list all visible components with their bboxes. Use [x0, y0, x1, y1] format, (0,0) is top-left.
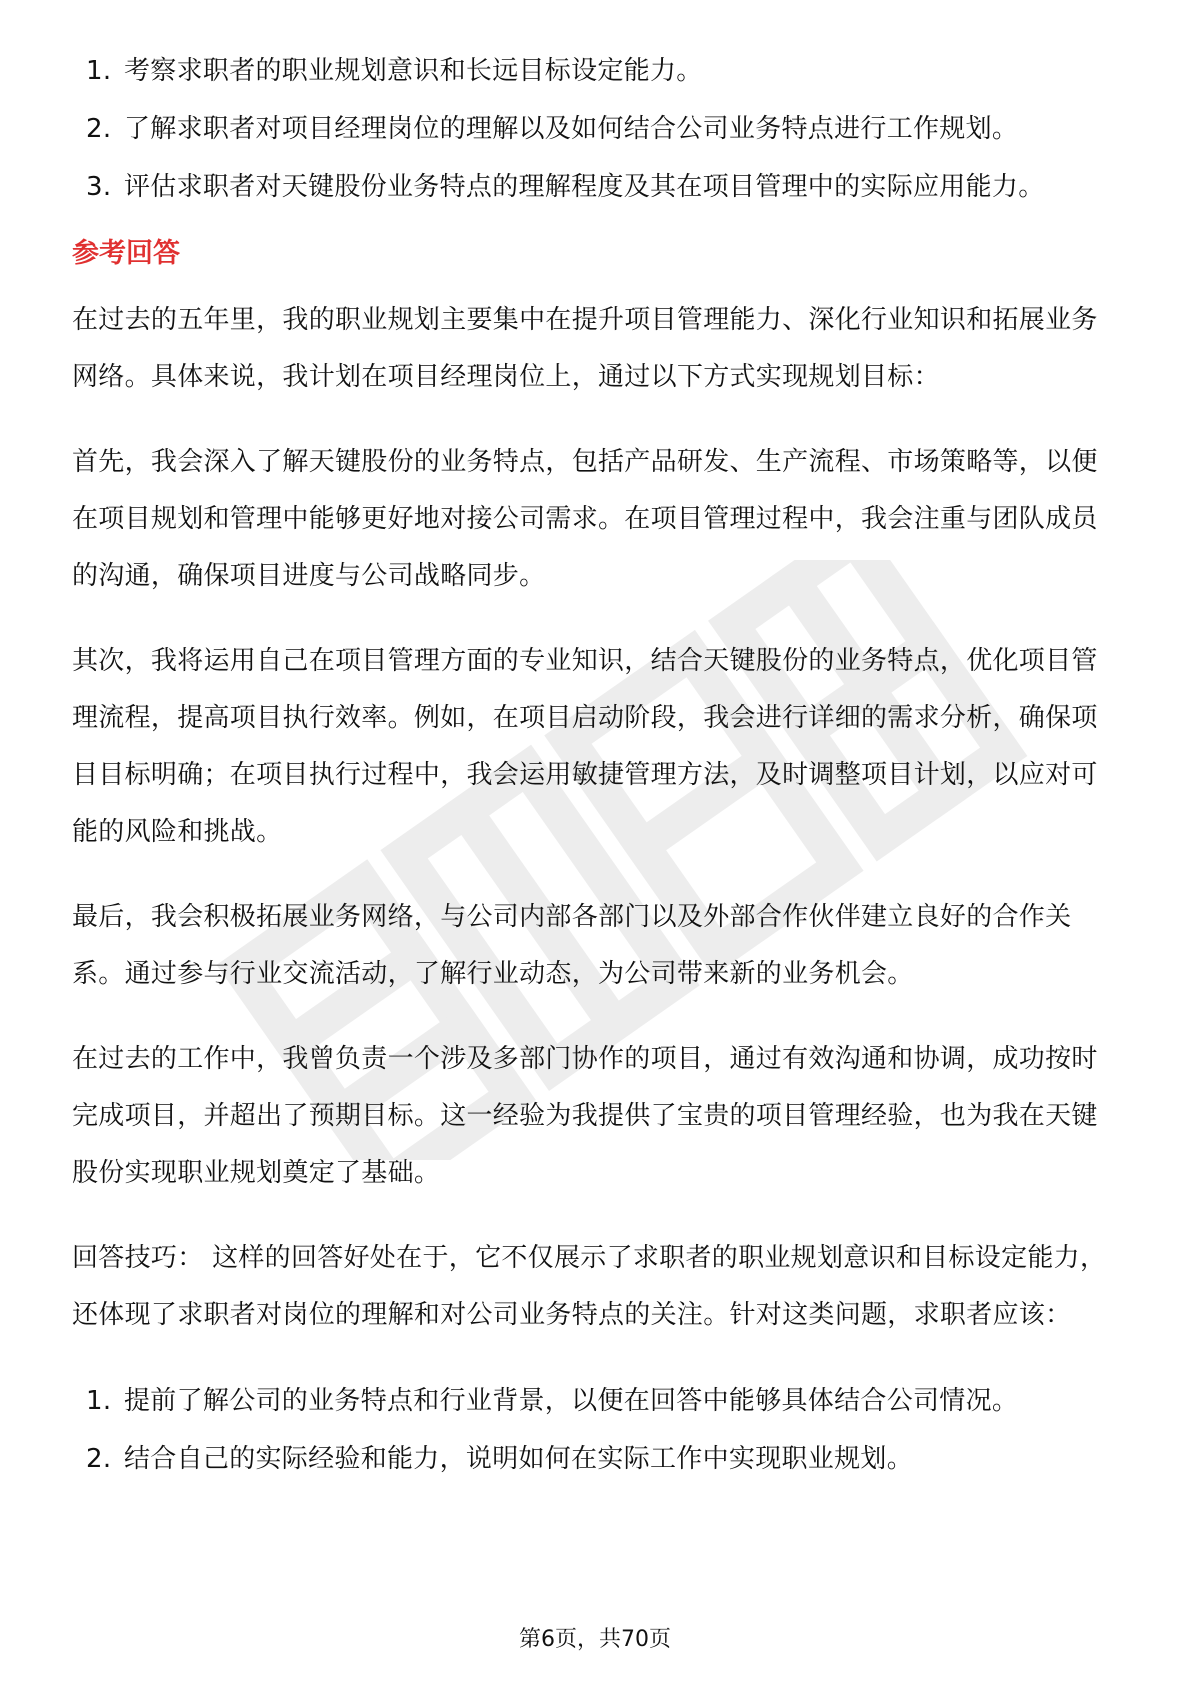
bottom-numbered-list: [72, 1372, 1122, 1488]
top-numbered-list: [72, 42, 1122, 216]
list-item-text: 考察求职者的职业规划意识和长远目标设定能力。: [124, 56, 703, 86]
section-heading: 参考回答: [72, 238, 180, 269]
paragraph-tips: 回答技巧： 这样的回答好处在于，它不仅展示了求职者的职业规划意识和目标设定能力，还体现了求职者对岗位的理解和对公司业务特点的关注。针对这类问题，求职者应该：: [72, 1243, 1107, 1330]
list-item-text: 了解求职者对项目经理岗位的理解以及如何结合公司业务特点进行工作规划。: [124, 114, 1019, 144]
paragraph-intro: 在过去的五年里，我的职业规划主要集中在提升项目管理能力、深化行业知识和拓展业务网络。具体来说，我计划在项目经理岗位上，通过以下方式实现规划目标：: [72, 305, 1098, 392]
list-item: [72, 1372, 1122, 1430]
list-item: [72, 100, 1122, 158]
list-item-number: 3.: [86, 172, 112, 202]
document-body: [72, 42, 1122, 1488]
paragraph-first: 首先，我会深入了解天键股份的业务特点，包括产品研发、生产流程、市场策略等，以便在项目规划和管理中能够更好地对接公司需求。在项目管理过程中，我会注重与团队成员的沟通，确保项目进度与公司战略同步。: [72, 447, 1098, 591]
list-item-text: 评估求职者对天键股份业务特点的理解程度及其在项目管理中的实际应用能力。: [124, 172, 1045, 202]
list-item: [72, 42, 1122, 100]
list-item-number: 2.: [86, 114, 112, 144]
list-item-number: 1.: [86, 56, 112, 86]
paragraph-experience: 在过去的工作中，我曾负责一个涉及多部门协作的项目，通过有效沟通和协调，成功按时完成项目，并超出了预期目标。这一经验为我提供了宝贵的项目管理经验，也为我在天键股份实现职业规划奠定了基础。: [72, 1044, 1098, 1188]
list-item-text: 提前了解公司的业务特点和行业背景，以便在回答中能够具体结合公司情况。: [124, 1386, 1019, 1416]
list-item-number: 2.: [86, 1444, 112, 1474]
list-item-text: 结合自己的实际经验和能力，说明如何在实际工作中实现职业规划。: [124, 1444, 914, 1474]
page-number-footer: 第6页，共70页: [519, 1627, 671, 1652]
paragraph-second: 其次，我将运用自己在项目管理方面的专业知识，结合天键股份的业务特点，优化项目管理流程，提高项目执行效率。例如，在项目启动阶段，我会进行详细的需求分析，确保项目目标明确；在项目执行过程中，我会运用敏捷管理方法，及时调整项目计划，以应对可能的风险和挑战。: [72, 646, 1098, 847]
list-item-number: 1.: [86, 1386, 112, 1416]
paragraph-last: 最后，我会积极拓展业务网络，与公司内部各部门以及外部合作伙伴建立良好的合作关系。通过参与行业交流活动，了解行业动态，为公司带来新的业务机会。: [72, 902, 1072, 989]
list-item: [72, 1430, 1122, 1488]
list-item: [72, 158, 1122, 216]
